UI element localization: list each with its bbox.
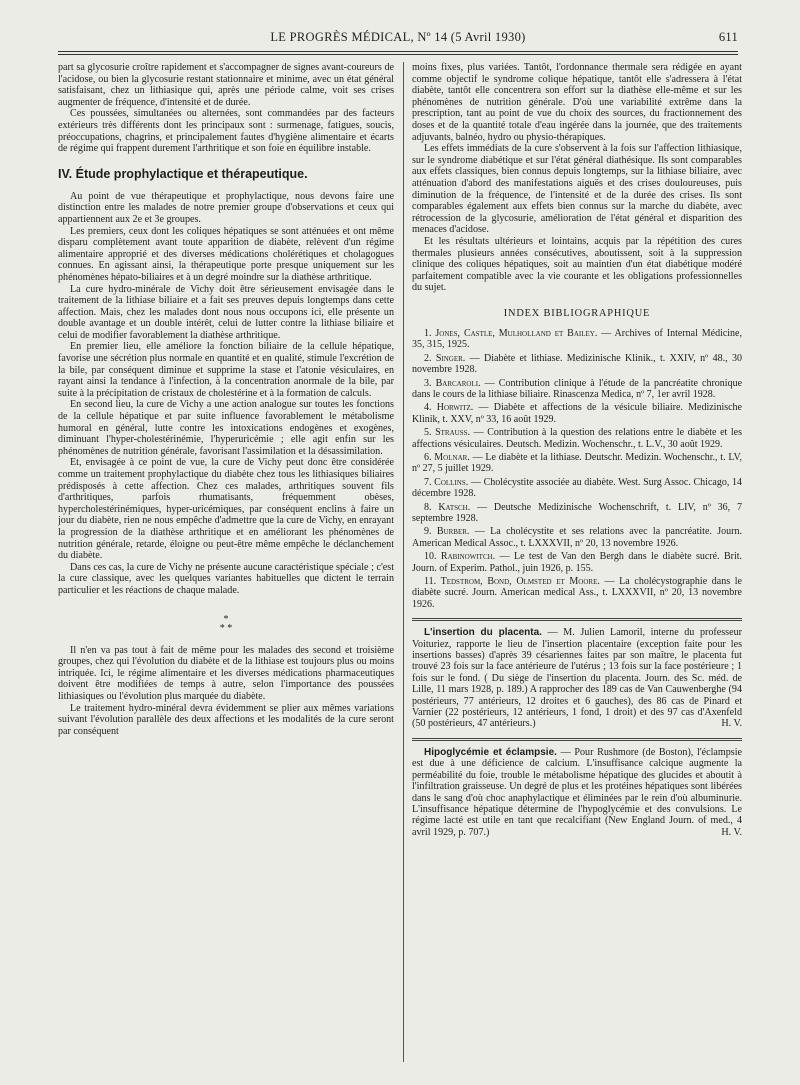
note-signature: H. V. bbox=[721, 826, 742, 838]
bibliography-entry bbox=[412, 576, 742, 610]
paragraph: En premier lieu, elle améliore la fonction biliaire de la cellule hépatique, favorise une sécrétion plus normale en quantité et en qualité, stimule l'excrétion de la bile, par conséquent diminue et supprime la stase et l'atonie vésiculaires, en rayant ainsi la tendance à l'infection, à la concentration anormale de la bile, par suite à la précipitation de cristaux de cholestérine et à la formation de calculs. bbox=[58, 341, 394, 399]
bibliography-entry bbox=[412, 378, 742, 401]
page-number: 611 bbox=[718, 30, 738, 44]
note-signature: H. V. bbox=[721, 718, 742, 730]
stars-bottom: * * bbox=[219, 622, 233, 634]
paragraph: Il n'en va pas tout à fait de même pour les malades des second et troisième groupes, chez qui l'évolution du diabète et de la lithiase est toujours plus ou moins intriquée. Ici, le régime alimentaire et les diverses médications pharmaceutiques doivent être modifiées de temps à autre, selon l'importance des poussées lithiasiques ou l'évolution plus marquée du diabète. bbox=[58, 644, 394, 702]
reference-details: — Diabète et lithiase. Medizinische Klinik., t. XXIV, nº 48., 30 novembre 1928. bbox=[412, 352, 742, 376]
reference-authors: 8. Katsch. bbox=[424, 501, 471, 513]
bibliography-entry bbox=[412, 402, 742, 425]
reference-authors: 4. Horwitz. bbox=[424, 402, 474, 414]
reference-authors: 7. Collins. bbox=[424, 476, 469, 488]
reference-authors: 1. Jones, Castle, Mulholland et Bailey. bbox=[424, 327, 598, 339]
bibliography-entry bbox=[412, 452, 742, 475]
paragraph: Le traitement hydro-minéral devra évidemment se plier aux mêmes variations suivant l'évolution parallèle des deux affections et les modalités de la cure seront par conséquent bbox=[58, 702, 394, 737]
news-note-placenta bbox=[412, 627, 742, 730]
bibliography-entry bbox=[412, 502, 742, 525]
right-column bbox=[412, 62, 742, 1062]
column-divider bbox=[403, 62, 404, 1062]
reference-authors: 3. Barcaroli. bbox=[424, 377, 481, 389]
reference-details: — Le test de Van den Bergh dans le diabète sucré. Brit. Journ. of Experim. Pathol., juin 1926, p. 155. bbox=[412, 551, 742, 574]
journal-title: LE PROGRÈS MÉDICAL, Nº 14 (5 Avril 1930) bbox=[270, 30, 526, 44]
running-header bbox=[58, 30, 738, 48]
bibliography-entry bbox=[412, 526, 742, 549]
header-rule bbox=[58, 51, 738, 55]
paragraph: Et, envisagée à ce point de vue, la cure de Vichy peut donc être considérée comme un traitement prophylactique du diabète chez tous les lithiasiques biliaires prédisposés à cette affection. Chez ces malades, arthritiques souvent fils d'arthritiques, parfois rhumatisants, fréquemment obèses, hypercholestérinémiques, hyper-uricémiques, par conséquent enclins à faire un jour du diabète, rien ne nous empêche d'admettre que la cure de Vichy, en enrayant la progression de la diathèse arthritique et en améliorant les phénomènes de nutrition générale, retarde, éloigne ou peut-être même empêche le déclanchement du diabète. bbox=[58, 457, 394, 562]
bibliography-title: INDEX BIBLIOGRAPHIQUE bbox=[503, 307, 651, 319]
news-note-eclampsia bbox=[412, 747, 742, 838]
paragraph: part sa glycosurie croître rapidement et s'accompagner de signes avant-coureurs de l'acidose, ou bien la glycosurie restant stationnaire et minime, avec un état général satisfaisant, chez un lithiasique qui, après une période calme, voit ses crises augmenter de fréquence, d'intensité et de durée. bbox=[58, 62, 394, 108]
star-top: * bbox=[223, 613, 229, 625]
paragraph: Dans ces cas, la cure de Vichy ne présente aucune caractéristique spéciale ; c'est la cure classique, avec les quelques variantes habituelles que dictent le terrain particulier et les réactions de chaque malade. bbox=[58, 561, 394, 596]
bibliography-entry bbox=[412, 477, 742, 500]
paragraph: Les effets immédiats de la cure s'observent à la fois sur l'affection lithiasique, sur le syndrome diabétique et sur l'état général diathésique. Ils sont comparables aux effets classiques, bien connus depuis longtemps, sur la lithiase biliaire, avec atténuation d'abord des manifestations aiguës et des crises douloureuses, puis diminution de la fréquence, de l'intensité et de la durée des crises. Ils sont comparables également aux effets bien connus sur la marche du diabète, avec rétrocession de la glycosurie, amélioration de l'état général et disparition des menaces d'acidose. bbox=[412, 143, 742, 236]
paragraph: Au point de vue thérapeutique et prophylactique, nous devons faire une distinction entre les malades de notre premier groupe d'observations et ceux qui appartiennent aux 2e et 3e groupes. bbox=[58, 190, 394, 225]
separator-rule bbox=[412, 738, 742, 741]
bibliography-entry bbox=[412, 328, 742, 351]
reference-details: — Contribution clinique à l'étude de la pancréatite chronique dans le cours de la lithiase biliaire. Rinascenza Medica, nº 7, 1er avril 1928. bbox=[412, 377, 742, 400]
paragraph: Les premiers, ceux dont les coliques hépatiques se sont atténuées et ont même disparu complètement avant toute apparition de diabète, relèvent d'un régime alimentaire approprié et des diverses médications cholérétiques et cholagogues connues. En agissant ainsi, la thérapeutique porte presque uniquement sur les phénomènes hépato-biliaires et à un degré moindre sur la diathèse arthritique. bbox=[58, 225, 394, 283]
note-title: Hipoglycémie et éclampsie. bbox=[424, 746, 557, 758]
reference-details: — Contribution à la question des relations entre le diabète et les affections vésiculaires. Deutsch. Medizin. Wochenschr., t. L.V., 30 août 1929. bbox=[412, 427, 742, 450]
note-body: — M. Julien Lamoril, interne du professeur Voituriez, rapporte le lieu de l'insertion placentaire (exception faite pour les insertions basses) d'après 39 césariennes faites par son maître, le placenta fut trouvé 23 fois sur la face antérieure de l'utérus ; 13 fois sur la face postérieure ; 1 fois sur le fond. ( Du siège de l'insertion du placenta. Journ. des Sc. méd. de Lille, 11 mars 1928, p. 189.) A rapprocher des 189 cas de Van Cauwenberghe (94 postérieurs, 77 antérieurs, 12 droites et 6 gauches), des 86 cas de Pinard et Varnier (22 postérieurs, 12 antérieurs, 1 fond, 1 droit) et des 97 cas d'Axenfeld (50 postérieurs, 47 antérieurs.) bbox=[412, 627, 742, 730]
paragraph: La cure hydro-minérale de Vichy doit être sérieusement envisagée dans le traitement de la lithiase biliaire et a fait ses preuves depuis longtemps dans cette affection. Mais, chez les malades dont nous nous occupons ici, elle présente un double avantage et un double intérêt, celui de lutter contre la lithiase biliaire et celui de modifier favorablement la diathèse arthritique. bbox=[58, 283, 394, 341]
bibliography-entry bbox=[412, 551, 742, 574]
reference-authors: 10. Rabinowitch. bbox=[424, 551, 496, 563]
paragraph: En second lieu, la cure de Vichy a une action analogue sur toutes les fonctions de la cellule hépatique et par suite influence favorablement le métabolisme humoral en général, lutte contre les intoxications endogènes et exogènes, diminuant l'hyper-cholestérinémie, l'hyperuricémie ; elle agit enfin sur les phénomènes de nutrition générale, favorisant l'assimilation et la désassimilation. bbox=[58, 399, 394, 457]
reference-authors: 2. Singer. bbox=[424, 352, 466, 364]
paragraph: moins fixes, plus variées. Tantôt, l'ordonnance thermale sera rédigée en ayant comme objectif le syndrome colique hépatique, tantôt elle s'adressera à l'état diabète, tantôt elle concentrera son effort sur la diathèse elle-même et sur les phénomènes de nutrition générale. D'où une variabilité extrême dans la prescription, tant au point de vue du choix des sources, du fractionnement des doses et de la quantité totale d'eau ingérée dans la journée, que des traitements adjuvants, balnéo, hydro ou physio-thérapiques. bbox=[412, 62, 742, 143]
bibliography-entry bbox=[412, 427, 742, 450]
reference-authors: 9. Burber. bbox=[424, 526, 470, 538]
bibliography-entry bbox=[412, 353, 742, 376]
left-column bbox=[58, 62, 394, 1062]
reference-details: — Deutsche Medizinische Wochenschrift, t. LIV, nº 36, 7 septembre 1928. bbox=[412, 501, 742, 524]
note-body: — Pour Rushmore (de Boston), l'éclampsie est due à une déficience de calcium. L'insuffisance calcique augmente la perméabilité du foie, trouble le métabolisme hépatique des glucides et aboutit à l'infiltration graisseuse. Un degré de plus et les protéines hépatiques sont libérées dans le sang d'où choc anaphylactique et éliminées par le rein d'où albuminurie. L'insuffisance hépatique détermine de l'hypoglycémie et des convulsions. Le régime lacté est utile en tant que recalcifiant (New England Journ. of med., 4 avril 1929, p. 707.) bbox=[412, 746, 742, 838]
reference-authors: 6. Molnar. bbox=[424, 451, 470, 463]
paragraph: Et les résultats ultérieurs et lointains, acquis par la répétition des cures thermales plusieurs années consécutives, aboutissent, soit à la suppression clinique des coliques hépatiques, soit au maintien d'un état diabétique modéré parfaitement compatible avec la vie courante et les obligations professionnelles du sujet. bbox=[412, 235, 742, 294]
reference-details: — Diabète et affections de la vésicule biliaire. Medizinische Klinik, t. XXV, nº 33, 16 août 1929. bbox=[412, 402, 742, 425]
reference-details: — La cholécystite et ses relations avec la pancréatite. Journ. American Medical Assoc., t. LXXXVII, nº 20, 13 novembre 1926. bbox=[412, 526, 742, 549]
reference-details: — Archives of Internal Médicine, 35, 315, 1925. bbox=[412, 327, 742, 351]
reference-authors: 11. Tedstrom, Bond, Olmsted et Moore. bbox=[424, 576, 600, 587]
paragraph: Ces poussées, simultanées ou alternées, sont commandées par des facteurs extérieurs très différents dont les principaux sont : surmenage, fatigues, soucis, préoccupations, chagrins, et principalement fautes d'hygiène alimentaire et écarts de régime qui frappent durement l'arthritique et son foie en équilibre instable. bbox=[58, 108, 394, 155]
reference-details: — Le diabète et la lithiase. Deutschr. Medizin. Wochenschr., t. LV, nº 27, 5 juillet 1929. bbox=[412, 451, 742, 475]
reference-details: — La cholécystographie dans le diabète sucré. Journ. American medical Ass., t. LXXXVII, nº 20, 13 novembre 1926. bbox=[412, 576, 742, 610]
section-separator-stars bbox=[58, 615, 394, 633]
separator-rule bbox=[412, 618, 742, 621]
note-title: L'insertion du placenta. bbox=[424, 627, 542, 639]
section-heading: IV. Étude prophylactique et thérapeutique. bbox=[58, 166, 308, 181]
reference-authors: 5. Strauss. bbox=[424, 427, 471, 439]
reference-details: — Cholécystite associée au diabète. West. Surg Assoc. Chicago, 14 décembre 1928. bbox=[412, 476, 742, 500]
bibliography-list bbox=[412, 328, 742, 610]
